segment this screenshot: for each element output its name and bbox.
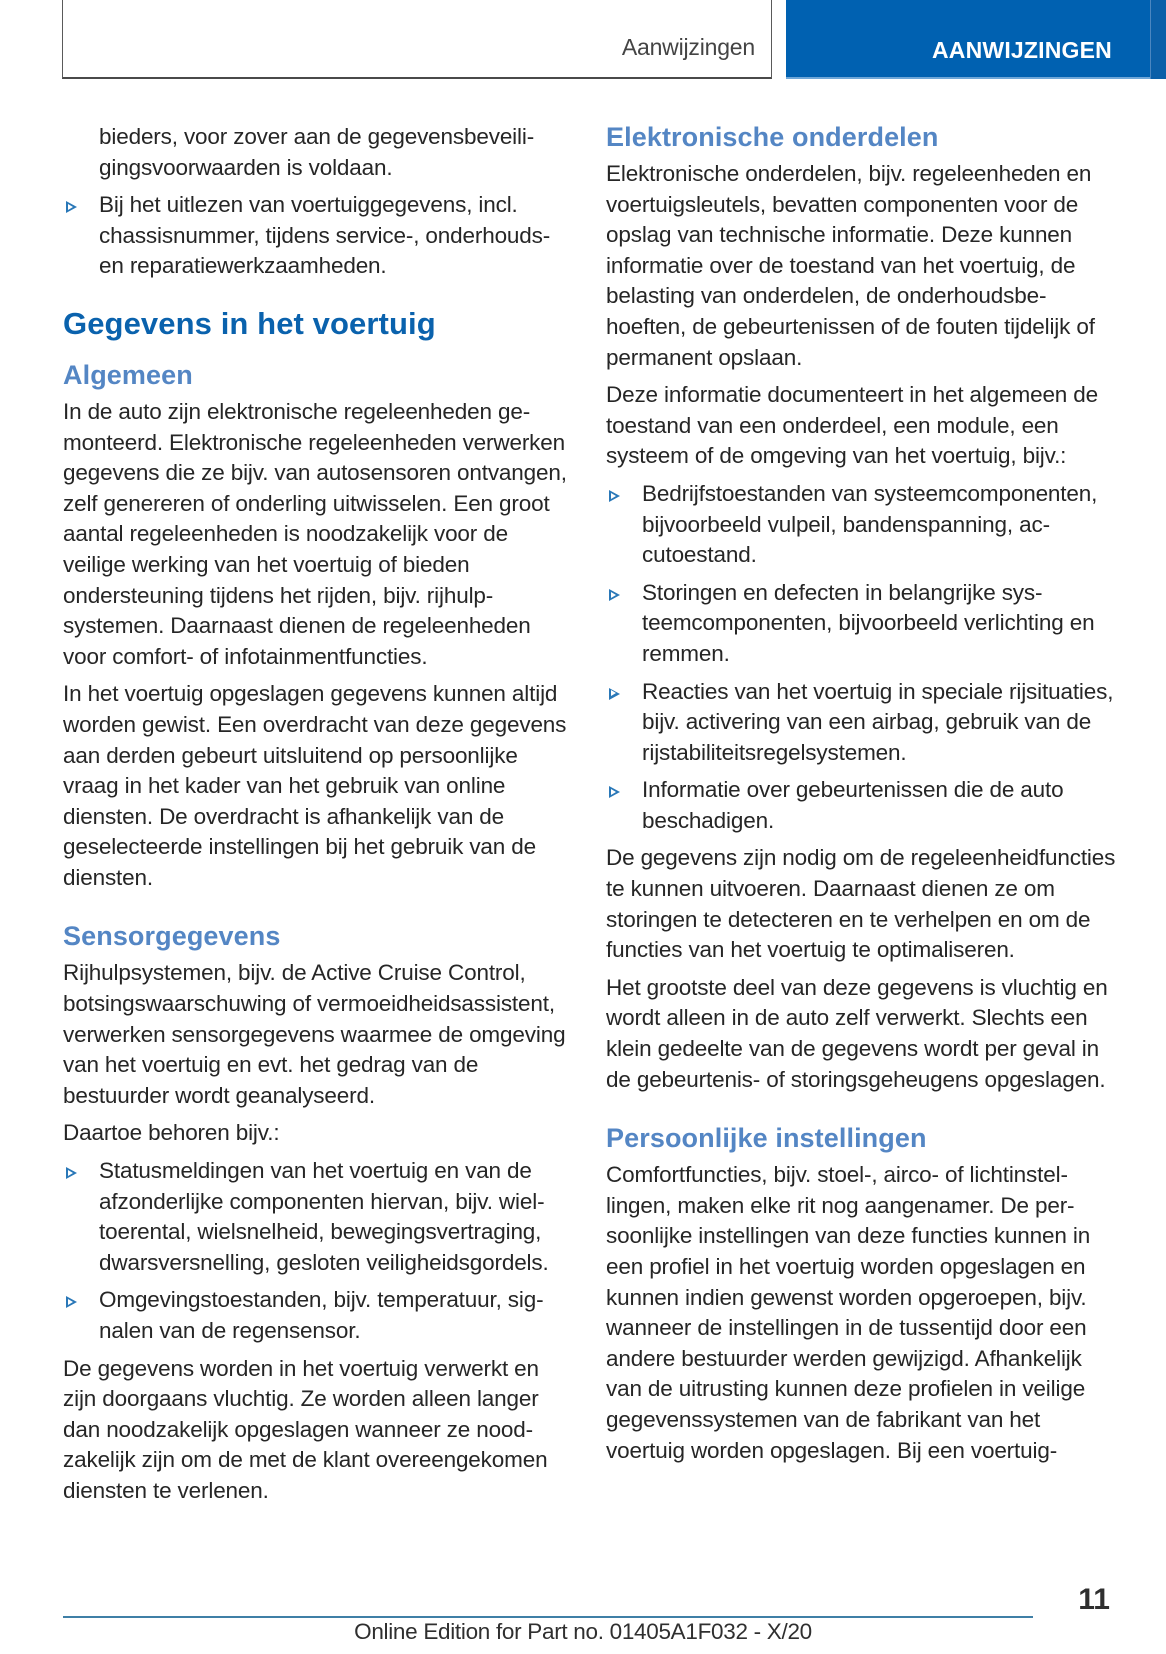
subsection-heading-elektronische-onderdelen: Elektronische onderdelen	[606, 122, 939, 152]
list-item-text: Storingen en defecten in belangrijke systeemcomponenten, bijvoorbeeld verlichting en remmen.	[642, 579, 1095, 666]
paragraph: Het grootste deel van deze gegevens is vluchtig en wordt alleen in de auto zelf verwerkt. Slechts een klein gedeelte van de gegevens wordt per geval in de gebeurtenis- of storingsgeheugens opgeslagen.	[606, 974, 1108, 1092]
footer-divider	[63, 1616, 1033, 1618]
list-item	[63, 190, 573, 282]
edition-footer-text: Online Edition for Part no. 01405A1F032 - X/20	[354, 1619, 812, 1644]
list-item	[606, 775, 1116, 836]
list-item-text: Bedrijfstoestanden van systeemcomponenten, bijvoorbeeld vulpeil, bandenspanning, accutoestand.	[642, 480, 1098, 568]
list-item-text: Omgevingstoestanden, bijv. temperatuur, signalen van de regensensor.	[99, 1287, 544, 1343]
paragraph: Elektronische onderdelen, bijv. regeleenheden en voertuigsleutels, bevatten componenten voor de opslag van technische informatie. Deze kunnen informatie over de toestand van het voertuig, de belasting van onderdelen, de onderhoudsbehoeften, de gebeurtenissen of de fouten tijdelijk of permanent opslaan.	[606, 161, 1095, 370]
right-column	[606, 122, 1116, 1473]
paragraph: In het voertuig opgeslagen gegevens kunnen altijd worden gewist. Een overdracht van deze gegevens aan derden gebeurt uitsluitend op persoonlijke vraag in het kader van het gebruik van online diensten. De overdracht is afhankelijk van de geselecteerde instellingen bij het gebruik van de diensten.	[63, 681, 567, 890]
paragraph: Comfortfuncties, bijv. stoel-, airco- of lichtinstellingen, maken elke rit nog aangenamer. De persoonlijke instellingen van deze functies kunnen in een profiel in het voertuig worden opgeslagen en kunnen indien gewenst worden opgeroepen, bijv. wanneer de instellingen in de tussentijd door een andere bestuurder werden gewijzigd. Afhankelijk van de uitrusting kunnen deze profielen in veilige gegevenssystemen van de fabrikant van het voertuig worden opgeslagen. Bij een voertuig-	[606, 1162, 1091, 1463]
triangle-bullet-icon	[609, 490, 620, 502]
list-item	[606, 578, 1116, 670]
paragraph: De gegevens zijn nodig om de regeleenheidfuncties te kunnen uitvoeren. Daarnaast dienen ze om storingen te detecteren en te verhelpen en om de functies van het voertuig te optimaliseren.	[606, 845, 1116, 963]
section-title: Gegevens in het voertuig	[63, 305, 436, 341]
list-item	[606, 677, 1116, 769]
list-item-text: Reacties van het voertuig in speciale rijsituaties, bijv. activering van een airbag, gebruik van de rijstabiliteitsregelsystemen.	[642, 678, 1114, 765]
list-item-text: Bij het uitlezen van voertuiggegevens, incl. chassisnummer, tijdens service-, onderhouds- en reparatiewerkzaamheden.	[99, 192, 551, 279]
list-item	[606, 479, 1116, 571]
subsection-heading-algemeen: Algemeen	[63, 359, 193, 390]
chapter-tab[interactable]	[786, 0, 1150, 79]
list-item	[63, 1285, 573, 1346]
paragraph: Rijhulpsystemen, bijv. de Active Cruise Control, botsingswaarschuwing of vermoeidheidsassistent, verwerken sensorgegevens waarmee de omgeving van het voertuig en evt. het gedrag van de bestuurder wordt geanalyseerd.	[63, 960, 566, 1108]
triangle-bullet-icon	[66, 1167, 77, 1179]
triangle-bullet-icon	[609, 589, 620, 601]
header-box	[62, 0, 772, 79]
header-section-label: Aanwijzingen	[621, 34, 755, 60]
paragraph: Daartoe behoren bijv.:	[63, 1120, 280, 1146]
list-item	[63, 1156, 573, 1278]
paragraph: Deze informatie documenteert in het algemeen de toestand van een onderdeel, een module, een systeem of de omgeving van het voertuig, bijv.:	[606, 382, 1098, 469]
triangle-bullet-icon	[66, 201, 77, 213]
chapter-tab-label: AANWIJZINGEN	[931, 37, 1112, 63]
subsection-heading-persoonlijke-instellingen: Persoonlijke instellingen	[606, 1123, 927, 1154]
triangle-bullet-icon	[609, 688, 620, 700]
paragraph: In de auto zijn elektronische regeleenheden gemonteerd. Elektronische regeleenheden verwerken gegevens die ze bijv. van autosensoren ontvangen, zelf genereren of onderling uitwisselen. Een groot aantal regeleenheden is noodzakelijk voor de veilige werking van het voertuig of bieden ondersteuning tijdens het rijden, bijv. rijhulpsystemen. Daarnaast dienen de regeleenheden voor comfort- of infotainmentfuncties.	[63, 398, 567, 669]
left-column	[63, 122, 573, 1514]
page-number: 11	[1078, 1583, 1110, 1616]
chapter-tab-edge	[1150, 0, 1166, 79]
list-item-text: Informatie over gebeurtenissen die de auto beschadigen.	[642, 777, 1064, 833]
triangle-bullet-icon	[66, 1296, 77, 1308]
triangle-bullet-icon	[609, 786, 620, 798]
paragraph: De gegevens worden in het voertuig verwerkt en zijn doorgaans vluchtig. Ze worden alleen langer dan noodzakelijk opgeslagen wanneer ze noodzakelijk zijn om de met de klant overeengekomen diensten te verlenen.	[63, 1355, 548, 1503]
continued-bullet-text: bieders, voor zover aan de gegevensbeveiligingsvoorwaarden is voldaan.	[99, 124, 535, 180]
list-item-text: Statusmeldingen van het voertuig en van de afzonderlijke componenten hiervan, bijv. wieltoerental, wielsnelheid, bewegingsvertraging, dwarsversnelling, gesloten veiligheidsgordels.	[99, 1158, 549, 1275]
subsection-heading-sensorgegevens: Sensorgegevens	[63, 921, 281, 952]
